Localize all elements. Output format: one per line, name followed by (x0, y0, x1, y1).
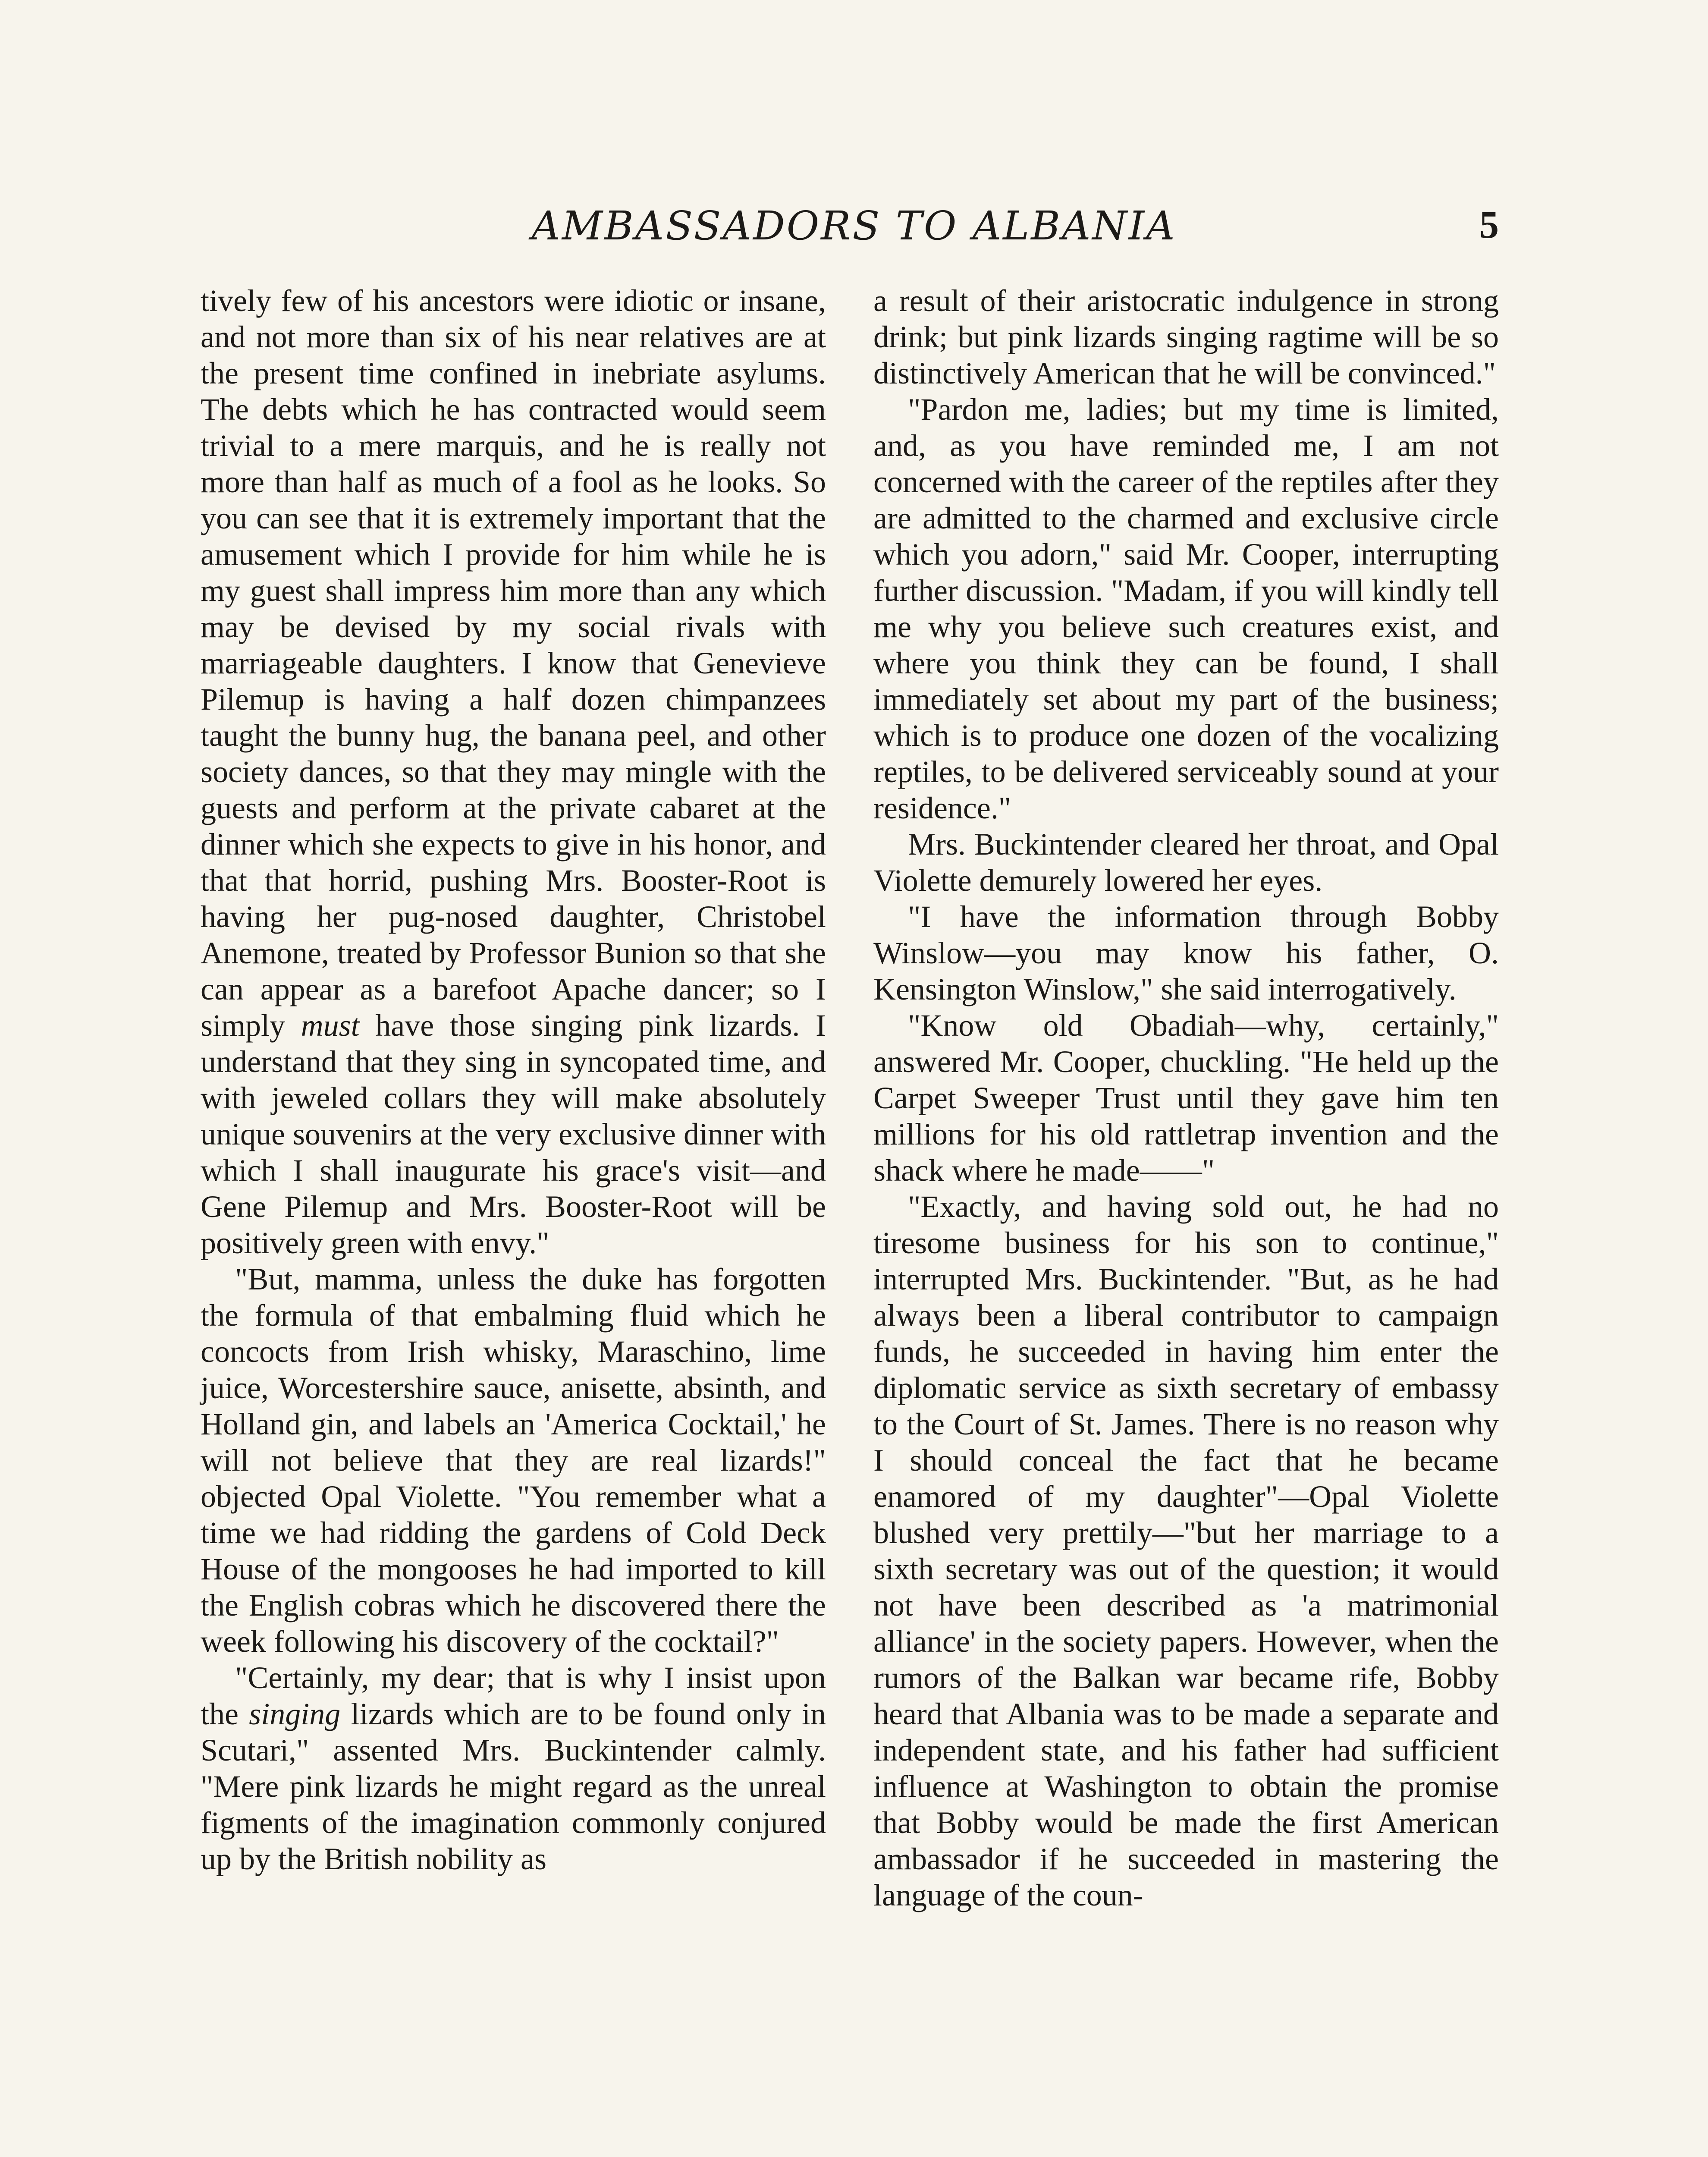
page-number: 5 (1479, 204, 1499, 246)
paragraph (201, 283, 826, 1261)
paragraph (873, 899, 1499, 1007)
paragraph (201, 1660, 826, 1877)
italic-text-run: singing (249, 1697, 341, 1731)
italic-text-run: must (301, 1008, 360, 1043)
text-run: have those singing pink lizards. I understand that they sing in syncopated time, and with jeweled collars they will make absolutely unique souvenirs at the very exclusive dinner with which I shall inaugurate his grace's visit—and Gene Pilemup and Mrs. Booster-Root will be positively green with envy." (201, 1008, 826, 1260)
paragraph (201, 1261, 826, 1660)
paragraph (873, 1189, 1499, 1913)
left-column (201, 283, 826, 1877)
running-title: AMBASSADORS TO ALBANIA (531, 203, 1177, 249)
text-run: "Exactly, and having sold out, he had no tiresome business for his son to continue," interrupted Mrs. Buckintender. "But, as he had always been a liberal contributor to campaign funds, he succeeded in having him enter the diplomatic service as sixth secretary of embassy to the Court of St. James. There is no reason why I should conceal the fact that he became enamored of my daughter"—Opal Violette blushed very prettily—"but her marriage to a sixth secretary was out of the question; it would not have been described as 'a matrimonial alliance' in the society papers. However, when the rumors of the Balkan war became rife, Bobby heard that Albania was to be made a separate and independent state, and his father had sufficient influence at Washington to obtain the promise that Bobby would be made the first American ambassador if he succeeded in mastering the language of the coun- (873, 1189, 1499, 1912)
text-run: "Certainly, my dear; that is why I insist upon the (201, 1660, 826, 1731)
paragraph (873, 826, 1499, 899)
paragraph (873, 391, 1499, 826)
text-run: "I have the information through Bobby Winslow—you may know his father, O. Kensington Winslow," she said interrogatively. (873, 899, 1499, 1006)
paragraph (873, 1007, 1499, 1189)
text-run: lizards which are to be found only in Scutari," assented Mrs. Buckintender calmly. "Mere pink lizards he might regard as the unreal figments of the imagination commonly conjured up by the British nobility as (201, 1697, 826, 1876)
text-run: a result of their aristocratic indulgence in strong drink; but pink lizards singing ragtime will be so distinctively American that he will be convinced." (873, 283, 1499, 390)
text-run: Mrs. Buckintender cleared her throat, and Opal Violette demurely lowered her eyes. (873, 827, 1499, 898)
text-run: "Know old Obadiah—why, certainly," answered Mr. Cooper, chuckling. "He held up the Carpet Sweeper Trust until they gave him ten millions for his old rattletrap invention and the shack where he made——" (873, 1008, 1499, 1188)
text-run: "But, mamma, unless the duke has forgotten the formula of that embalming fluid which he concocts from Irish whisky, Maraschino, lime juice, Worcestershire sauce, anisette, absinth, and Holland gin, and labels an 'America Cocktail,' he will not believe that they are real lizards!" objected Opal Violette. "You remember what a time we had ridding the gardens of Cold Deck House of the mongooses he had imported to kill the English cobras which he discovered there the week following his discovery of the cocktail?" (201, 1262, 826, 1659)
text-run: tively few of his ancestors were idiotic or insane, and not more than six of his near relatives are at the present time confined in inebriate asylums. The debts which he has contracted would seem trivial to a mere marquis, and he is really not more than half as much of a fool as he looks. So you can see that it is extremely important that the amusement which I provide for him while he is my guest shall impress him more than any which may be devised by my social rivals with marriageable daughters. I know that Genevieve Pilemup is having a half dozen chimpanzees taught the bunny hug, the banana peel, and other society dances, so that they may mingle with the guests and perform at the private cabaret at the dinner which she expects to give in his honor, and that that horrid, pushing Mrs. Booster-Root is having her pug-nosed daughter, Christobel Anemone, treated by Professor Bunion so that she can appear as a barefoot Apache dancer; so I simply (201, 283, 826, 1043)
paragraph (873, 283, 1499, 391)
right-column (873, 283, 1499, 1913)
text-run: "Pardon me, ladies; but my time is limited, and, as you have reminded me, I am not concerned with the career of the reptiles after they are admitted to the charmed and exclusive circle which you adorn," said Mr. Cooper, interrupting further discussion. "Madam, if you will kindly tell me why you believe such creatures exist, and where you think they can be found, I shall immediately set about my part of the business; which is to produce one dozen of the vocalizing reptiles, to be delivered serviceably sound at your residence." (873, 392, 1499, 825)
